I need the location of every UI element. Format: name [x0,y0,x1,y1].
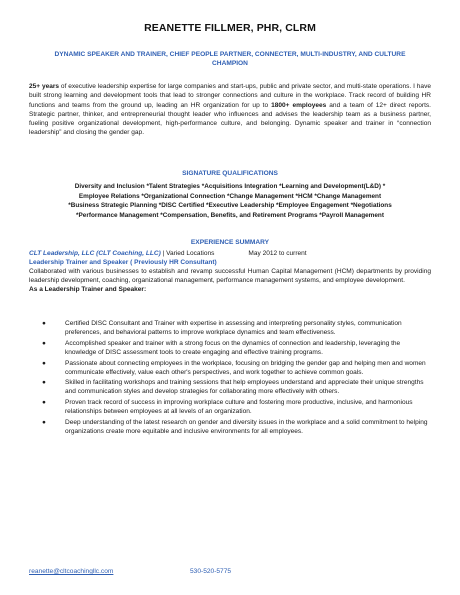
bullet-icon: ● [42,399,46,407]
job-description: Collaborated with various businesses to establish and revamp successful Human Capital Management (HCM) departments by providing leadership development, coaching, organizational management, performance management systems, and employee development. [29,268,431,284]
summary-years: 25+ years [29,83,60,90]
bullet-icon: ● [42,359,46,367]
list-item: ● Passionate about connecting employees in the workplace, focusing on bridging the gender gap and helping men and women communicate effectively, value each other's perspectives, and work together to achieve common goals. [42,359,426,376]
qualifications-heading: SIGNATURE QUALIFICATIONS [182,170,278,177]
list-item: ● Skilled in facilitating workshops and training sessions that help employees understand and appreciate their unique strengths and communication styles and develop strategies for collaborating more effectively with others. [42,379,424,396]
job-location: | Varied Locations [160,250,215,257]
bullet-icon: ● [42,418,46,426]
qualifications-line: *Business Strategic Planning *DISC Certified *Executive Leadership *Employee Engagement *Negotiations [68,202,392,210]
experience-heading: EXPERIENCE SUMMARY [190,239,270,246]
achievement-list [29,319,431,438]
qualifications-list [29,182,431,220]
phone-number: 530-520-5775 [190,568,232,575]
list-item: ● Deep understanding of the latest research on gender and diversity issues in the workplace and a solid commitment to helping organizations create more equitable and inclusive environments for all employees. [42,418,428,435]
job-role: Leadership Trainer and Speaker ( Previously HR Consultant) [29,259,217,266]
summary-paragraph [29,82,431,138]
job-entry [29,249,431,294]
job-header-line [29,249,431,258]
candidate-name: REANETTE FILLMER, PHR, CLRM [144,22,316,34]
list-item: ● Proven track record of success in improving workplace culture and fostering more productive, inclusive, and harmonious relationships between employees at all levels of an organization. [42,399,413,416]
email-link[interactable]: reanette@cltcoachingllc.com [29,568,114,575]
qualifications-line: Employee Relations *Organizational Connection *Change Management *HCM *Change Management [78,192,382,200]
bullet-icon: ● [42,339,46,347]
list-item: ● Certified DISC Consultant and Trainer with expertise in assessing and interpreting personality styles, communication preferences, and behavioral patterns to improve workplace dynamics and team effectiveness. [42,320,402,337]
qualifications-line: *Performance Management *Compensation, Benefits, and Retirement Programs *Payroll Management [76,211,384,219]
summary-text-1: of executive leadership expertise for large companies and start-ups, public and private sector, and multi-state operations. I have built strong learning and development tools that lead to stronger connections and culture in the workplace. Track record of building HR functions and teams from the ground up, leading an HR organization for up to [29,83,431,109]
list-item: ● Accomplished speaker and trainer with a strong focus on the dynamics of connection and leadership, leveraging the knowledge of DISC assessment tools to create engaging and effective training programs. [42,339,401,356]
job-dates: May 2012 to current [248,250,307,257]
summary-text-2: and a team of 12+ direct reports. Strategic partner, thinker, and entrepreneurial thought leader who influences and advises the leadership team as a business partner, fueling positive organizational development, high-performance culture, and belonging. Dynamic speaker and trainer in “connection leadership” and closing the gender gap. [29,101,431,137]
headline: DYNAMIC SPEAKER AND TRAINER, CHIEF PEOPLE PARTNER, CONNECTER, MULTI-INDUSTRY, AND CULTURE CHAMPION [54,51,406,67]
qualifications-line: Diversity and Inclusion *Talent Strategies *Acquisitions Integration *Learning and Development(L&D) * [74,183,386,190]
bullet-icon: ● [42,379,46,387]
role-subheading: As a Leadership Trainer and Speaker: [29,286,147,293]
bullet-icon: ● [42,320,46,327]
summary-employees: 1800+ employees [271,101,327,109]
company-name: CLT Leadership, LLC (CLT Coaching, LLC) [29,250,161,257]
